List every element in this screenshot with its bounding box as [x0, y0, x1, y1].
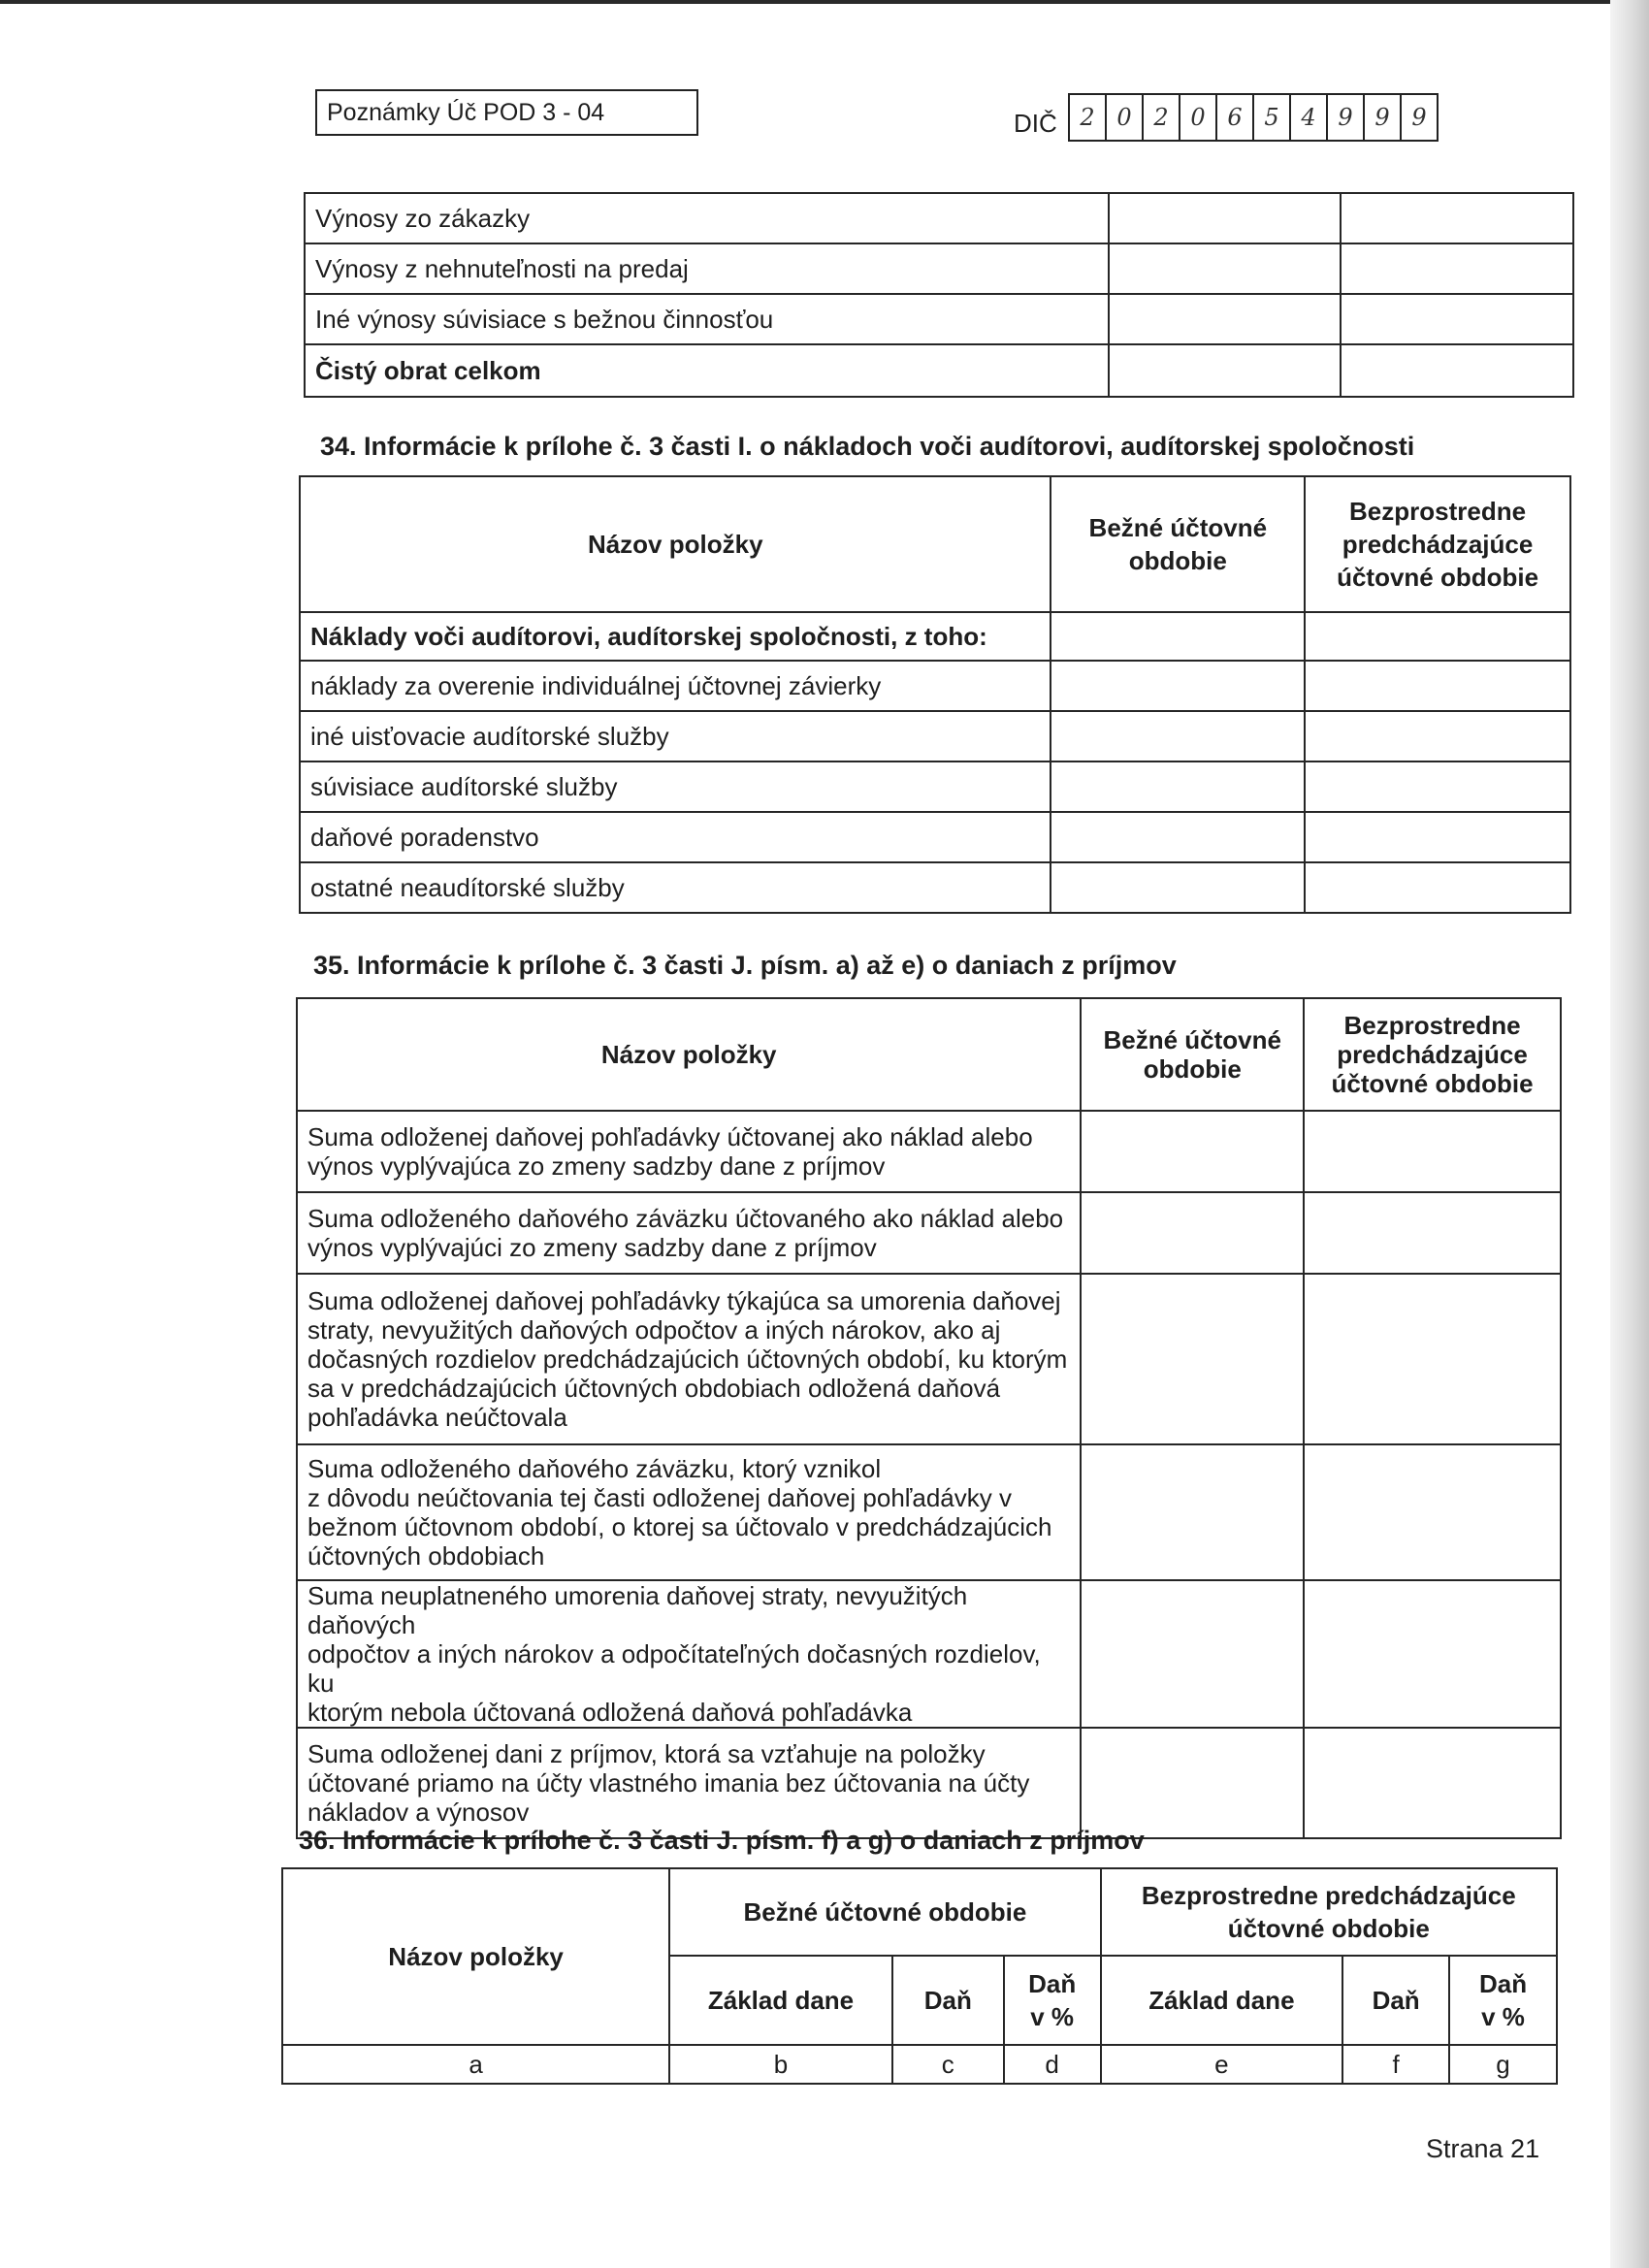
table-header-row: [300, 476, 1570, 612]
column-letter: c: [892, 2045, 1004, 2084]
value-cell-previous[interactable]: [1305, 612, 1570, 661]
value-cell-previous[interactable]: [1305, 661, 1570, 711]
row-label: iné uisťovacie audítorské služby: [300, 711, 1051, 761]
column-letter: b: [669, 2045, 892, 2084]
col-header-base-previous: Základ dane: [1101, 1956, 1343, 2045]
column-letters-row: [282, 2045, 1557, 2084]
row-label: Suma odloženého daňového záväzku, ktorý vznikol z dôvodu neúčtovania tej časti odloženej daňovej pohľadávky v bežnom účtovnom období, o ktorej sa účtovalo v predchádzajúcich účtovných obdobiach: [297, 1444, 1081, 1580]
section-34-table: [299, 475, 1571, 914]
table-row: [300, 761, 1570, 812]
section-36-table: [281, 1867, 1558, 2085]
table-row: [305, 294, 1573, 344]
form-label: Poznámky Úč POD 3 - 04: [327, 99, 605, 126]
dic-digit: 9: [1326, 93, 1365, 142]
dic-digit: 5: [1252, 93, 1291, 142]
col-header-name: Názov položky: [297, 998, 1081, 1111]
value-cell-previous[interactable]: [1341, 344, 1573, 397]
dic-digit: 9: [1400, 93, 1439, 142]
value-cell-previous[interactable]: [1341, 294, 1573, 344]
row-label: Suma odloženej dani z príjmov, ktorá sa vzťahuje na položky účtované priamo na účty vlastného imania bez účtovania na účty nákladov a výnosov: [297, 1728, 1081, 1838]
row-label: Suma odloženej daňovej pohľadávky účtovanej ako náklad alebo výnos vyplývajúca zo zmeny sadzby dane z príjmov: [297, 1111, 1081, 1192]
value-cell-current[interactable]: [1051, 661, 1305, 711]
col-header-rate-previous: Daň v %: [1449, 1956, 1557, 2045]
table-row: [297, 1728, 1561, 1838]
value-cell-current[interactable]: [1109, 344, 1342, 397]
column-letter: g: [1449, 2045, 1557, 2084]
column-letter: a: [282, 2045, 669, 2084]
row-label: daňové poradenstvo: [300, 812, 1051, 862]
value-cell-previous[interactable]: [1305, 812, 1570, 862]
dic-digit: 6: [1215, 93, 1254, 142]
col-header-rate-current: Daň v %: [1004, 1956, 1101, 2045]
row-label: ostatné neaudítorské služby: [300, 862, 1051, 913]
dic-digit: 2: [1142, 93, 1180, 142]
table-row: [300, 862, 1570, 913]
dic-label: DIČ: [1014, 109, 1057, 138]
value-cell-current[interactable]: [1081, 1728, 1304, 1838]
row-label: Výnosy zo zákazky: [305, 193, 1109, 243]
col-header-current: Bežné účtovné obdobie: [1051, 476, 1305, 612]
table-row: [300, 661, 1570, 711]
table-row: [300, 612, 1570, 661]
table-row: [297, 1192, 1561, 1274]
row-label: súvisiace audítorské služby: [300, 761, 1051, 812]
value-cell-previous[interactable]: [1304, 1444, 1561, 1580]
row-label: Iné výnosy súvisiace s bežnou činnosťou: [305, 294, 1109, 344]
section-34-title: 34. Informácie k prílohe č. 3 časti I. o nákladoch voči audítorovi, audítorskej spoločnosti: [320, 432, 1415, 461]
col-header-previous: Bezprostredne predchádzajúce účtovné obdobie: [1304, 998, 1561, 1111]
dic-digit: 0: [1179, 93, 1217, 142]
value-cell-current[interactable]: [1109, 294, 1342, 344]
value-cell-current[interactable]: [1051, 612, 1305, 661]
row-label: Suma neuplatneného umorenia daňovej straty, nevyužitých daňových odpočtov a iných nárokov a odpočítateľných dočasných rozdielov, ku ktorým nebola účtovaná odložená daňová pohľadávka: [297, 1580, 1081, 1728]
value-cell-previous[interactable]: [1304, 1728, 1561, 1838]
value-cell-current[interactable]: [1109, 243, 1342, 294]
col-group-current: Bežné účtovné obdobie: [669, 1868, 1100, 1956]
table-row: [300, 812, 1570, 862]
dic-digit-boxes: [1070, 93, 1439, 142]
row-label: Výnosy z nehnuteľnosti na predaj: [305, 243, 1109, 294]
table-row: [305, 193, 1573, 243]
table-row: [297, 1111, 1561, 1192]
column-letter: f: [1342, 2045, 1449, 2084]
value-cell-previous[interactable]: [1304, 1192, 1561, 1274]
table-row: [297, 1274, 1561, 1444]
value-cell-current[interactable]: [1051, 761, 1305, 812]
value-cell-previous[interactable]: [1305, 862, 1570, 913]
page-number: Strana 21: [1426, 2134, 1540, 2163]
dic-digit: 4: [1289, 93, 1328, 142]
table-row: [305, 344, 1573, 397]
value-cell-current[interactable]: [1051, 812, 1305, 862]
col-header-base-current: Základ dane: [669, 1956, 892, 2045]
value-cell-previous[interactable]: [1305, 761, 1570, 812]
col-header-tax-current: Daň: [892, 1956, 1004, 2045]
value-cell-current[interactable]: [1081, 1111, 1304, 1192]
table-row: [300, 711, 1570, 761]
section-35-title: 35. Informácie k prílohe č. 3 časti J. písm. a) až e) o daniach z príjmov: [313, 951, 1177, 980]
row-label: Suma odloženej daňovej pohľadávky týkajúca sa umorenia daňovej straty, nevyužitých daňových odpočtov a iných nárokov, ako aj dočasných rozdielov predchádzajúcich účtovných období, ku ktorým sa v predchádzajúcich účtovných obdobiach odložená daňová pohľadávka neúčtovala: [297, 1274, 1081, 1444]
section-36-title: 36. Informácie k prílohe č. 3 časti J. písm. f) a g) o daniach z príjmov: [299, 1826, 1145, 1855]
col-header-current: Bežné účtovné obdobie: [1081, 998, 1304, 1111]
scan-right-edge: [1610, 0, 1649, 2268]
value-cell-current[interactable]: [1081, 1444, 1304, 1580]
revenue-table: [304, 192, 1574, 398]
value-cell-previous[interactable]: [1304, 1111, 1561, 1192]
value-cell-previous[interactable]: [1304, 1580, 1561, 1728]
value-cell-previous[interactable]: [1341, 243, 1573, 294]
table-header-row: [282, 1868, 1557, 1956]
value-cell-current[interactable]: [1051, 862, 1305, 913]
col-header-previous: Bezprostredne predchádzajúce účtovné obdobie: [1305, 476, 1570, 612]
value-cell-previous[interactable]: [1304, 1274, 1561, 1444]
col-header-name: Názov položky: [282, 1868, 669, 2045]
value-cell-current[interactable]: [1081, 1580, 1304, 1728]
row-label-total: Čistý obrat celkom: [305, 344, 1109, 397]
value-cell-current[interactable]: [1051, 711, 1305, 761]
dic-digit: 0: [1105, 93, 1144, 142]
table-header-row: [297, 998, 1561, 1111]
col-header-tax-previous: Daň: [1342, 1956, 1449, 2045]
scan-top-edge: [0, 0, 1610, 4]
col-header-name: Názov položky: [300, 476, 1051, 612]
column-letter: d: [1004, 2045, 1101, 2084]
dic-digit: 9: [1363, 93, 1402, 142]
col-group-previous: Bezprostredne predchádzajúce účtovné obdobie: [1101, 1868, 1557, 1956]
dic-digit: 2: [1068, 93, 1107, 142]
value-cell-previous[interactable]: [1341, 193, 1573, 243]
section-35-table: [296, 997, 1562, 1839]
column-letter: e: [1101, 2045, 1343, 2084]
value-cell-current[interactable]: [1081, 1192, 1304, 1274]
value-cell-current[interactable]: [1109, 193, 1342, 243]
row-label: náklady za overenie individuálnej účtovnej závierky: [300, 661, 1051, 711]
form-label-box: [315, 89, 698, 136]
row-label: Suma odloženého daňového záväzku účtovaného ako náklad alebo výnos vyplývajúci zo zmeny sadzby dane z príjmov: [297, 1192, 1081, 1274]
value-cell-previous[interactable]: [1305, 711, 1570, 761]
table-row: [297, 1580, 1561, 1728]
row-label: Náklady voči audítorovi, audítorskej spoločnosti, z toho:: [300, 612, 1051, 661]
table-row: [305, 243, 1573, 294]
value-cell-current[interactable]: [1081, 1274, 1304, 1444]
table-row: [297, 1444, 1561, 1580]
